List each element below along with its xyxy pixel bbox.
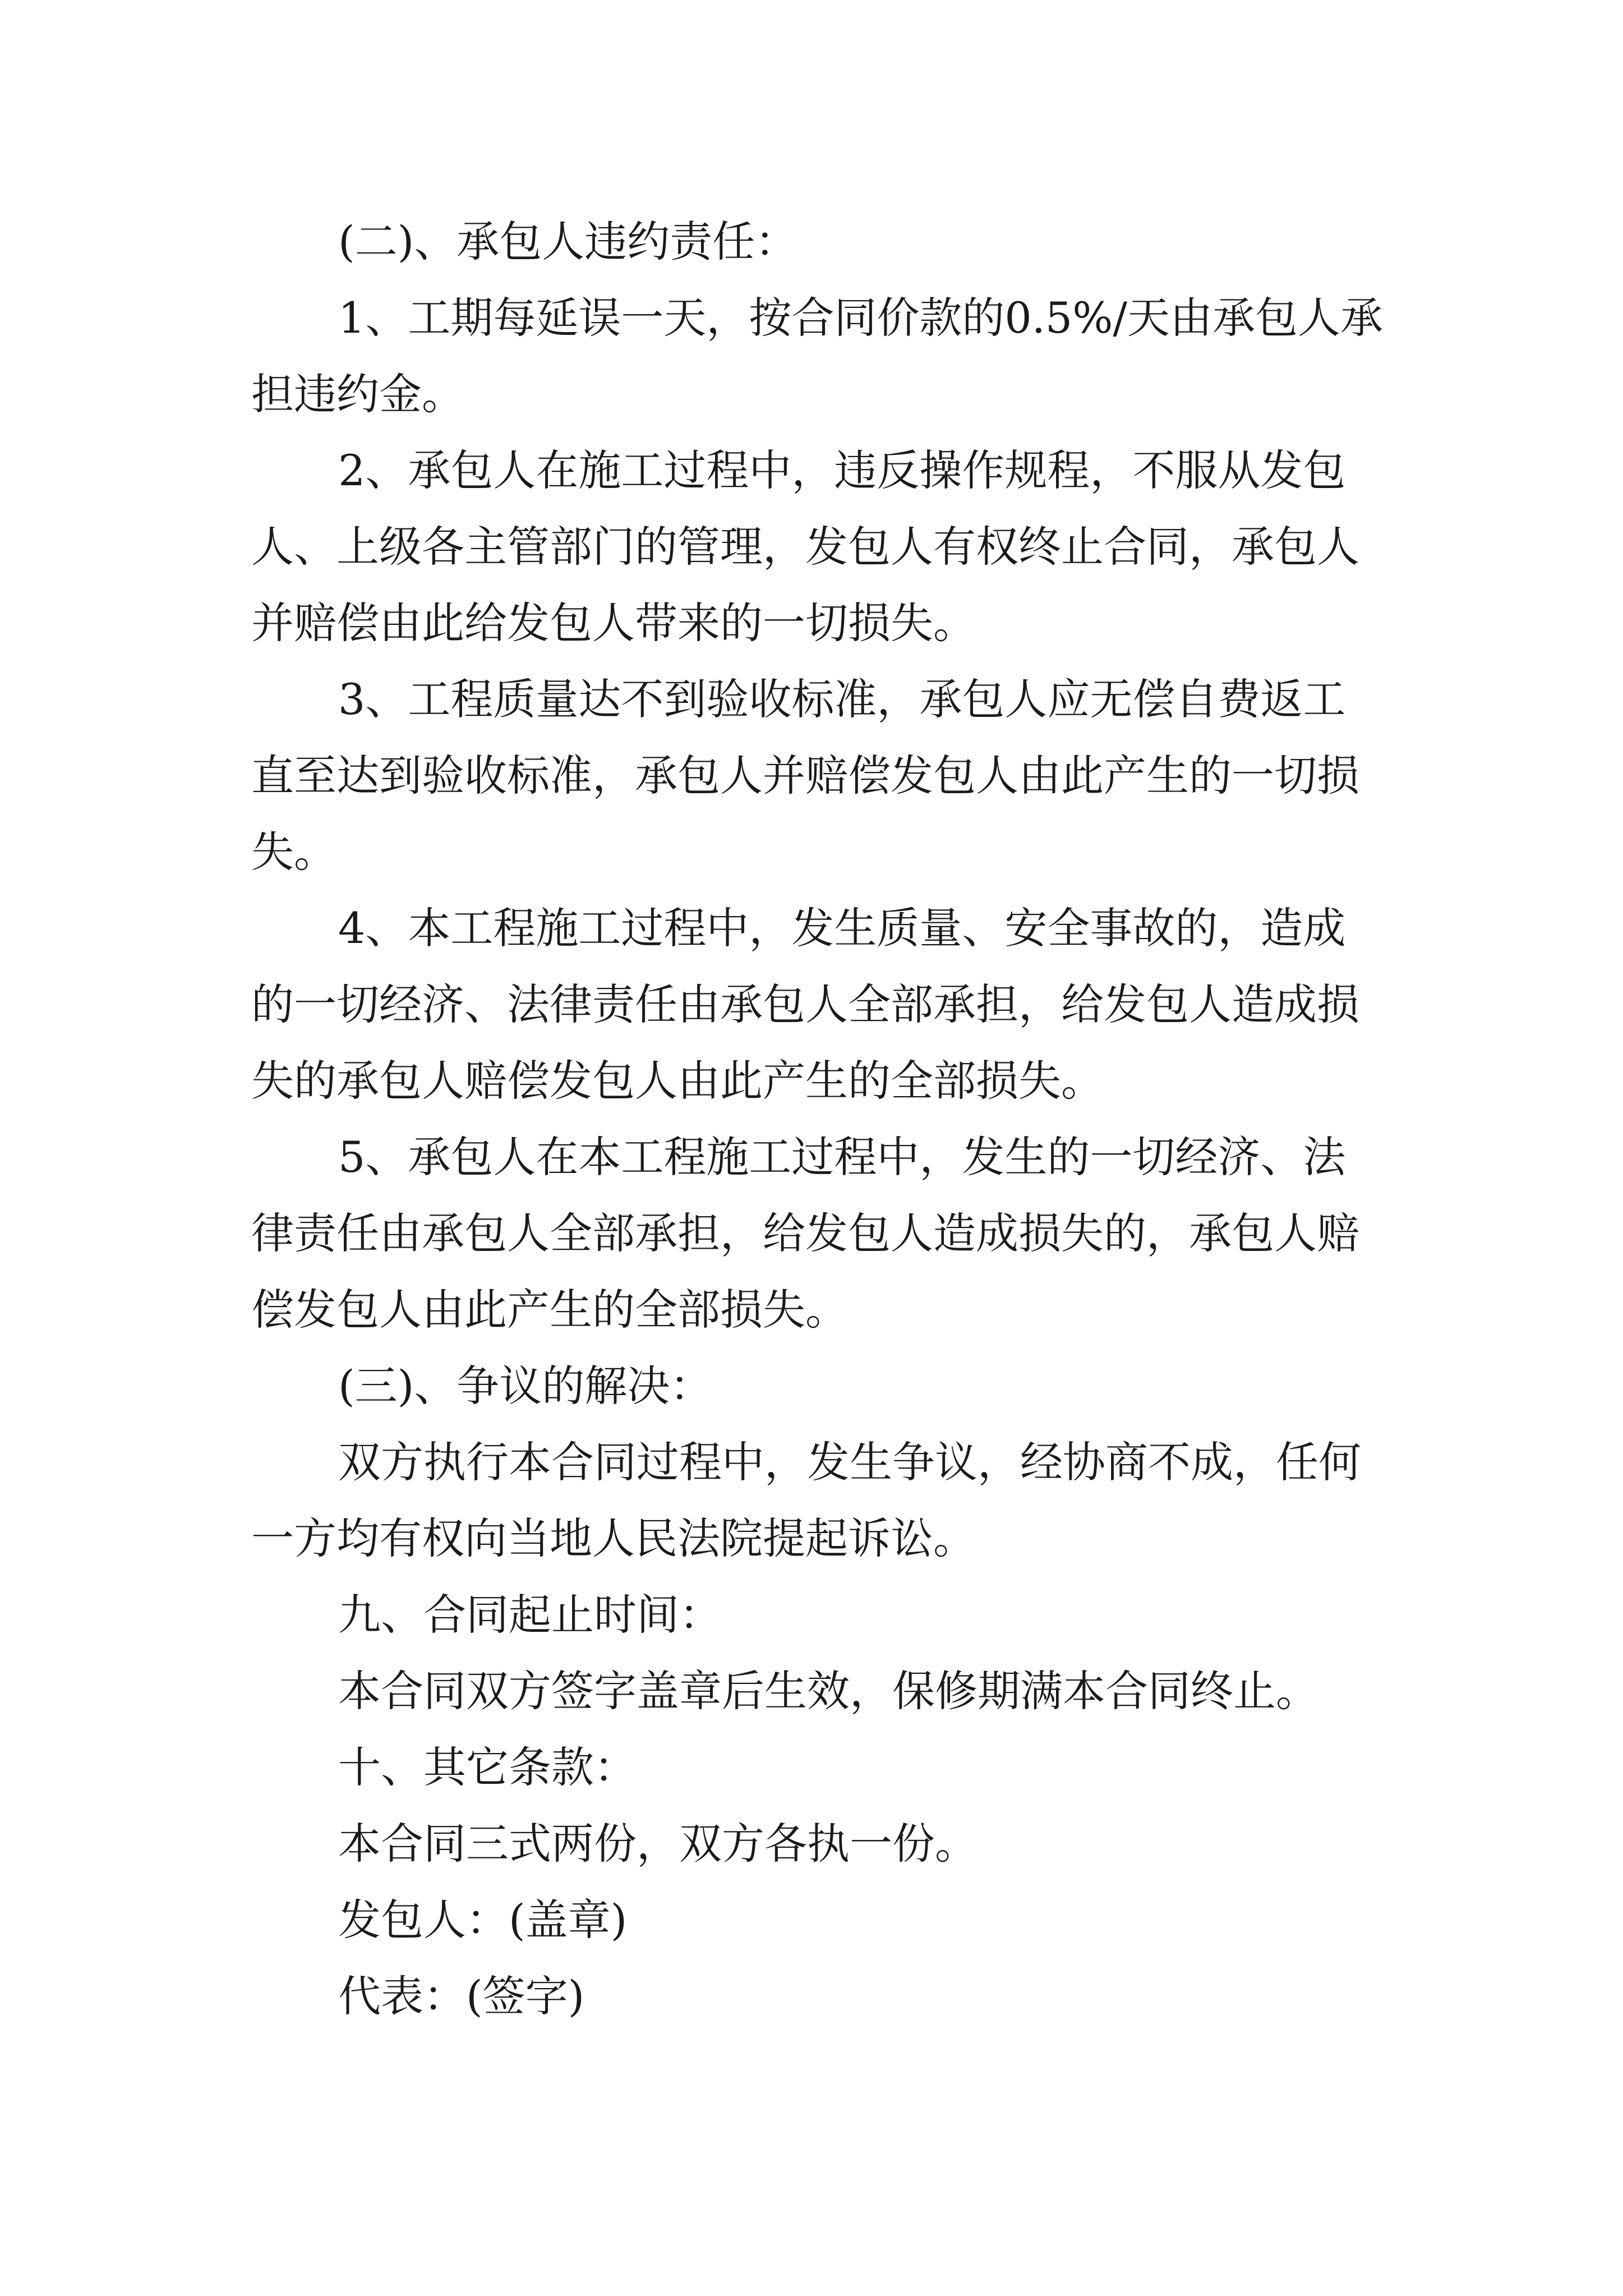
clause-1-line-1: 1、工期每延误一天，按合同价款的0.5%/天由承包人承 <box>338 293 1384 343</box>
clause-2-line-2: 人、上级各主管部门的管理，发包人有权终止合同，承包人 <box>251 522 1359 572</box>
section-heading-breach-liability: (二)、承包人违约责任： <box>338 217 798 266</box>
clause-3-line-1: 3、工程质量达不到验收标准，承包人应无偿自费返工 <box>338 674 1346 724</box>
disputes-text-line-2: 一方均有权向当地人民法院提起诉讼。 <box>251 1513 976 1563</box>
clause-2-line-1: 2、承包人在施工过程中，违反操作规程，不服从发包 <box>338 445 1346 495</box>
section-heading-term: 九、合同起止时间： <box>338 1590 722 1640</box>
employer-seal-line: 发包人：(盖章) <box>338 1895 628 1945</box>
clause-1-line-2: 担违约金。 <box>251 369 464 419</box>
clause-5-line-1: 5、承包人在本工程施工过程中，发生的一切经济、法 <box>338 1132 1346 1182</box>
clause-5-line-2: 律责任由承包人全部承担，给发包人造成损失的，承包人赔 <box>251 1208 1359 1258</box>
clause-5-line-3: 偿发包人由此产生的全部损失。 <box>251 1285 848 1335</box>
clause-2-line-3: 并赔偿由此给发包人带来的一切损失。 <box>251 598 976 648</box>
clause-4-line-1: 4、本工程施工过程中，发生质量、安全事故的，造成 <box>338 903 1346 953</box>
section-heading-disputes: (三)、争议的解决： <box>338 1361 713 1411</box>
section-heading-other-terms: 十、其它条款： <box>338 1742 637 1792</box>
disputes-text-line-1: 双方执行本合同过程中，发生争议，经协商不成，任何 <box>338 1437 1361 1487</box>
clause-3-line-2: 直至达到验收标准，承包人并赔偿发包人由此产生的一切损 <box>251 751 1359 800</box>
clause-3-line-3: 失。 <box>251 827 336 877</box>
other-terms-text: 本合同三式两份，双方各执一份。 <box>338 1819 978 1869</box>
term-text: 本合同双方签字盖章后生效，保修期满本合同终止。 <box>338 1666 1318 1716</box>
representative-signature-line: 代表：(签字) <box>338 1971 585 2021</box>
clause-4-line-2: 的一切经济、法律责任由承包人全部承担，给发包人造成损 <box>251 979 1359 1029</box>
clause-4-line-3: 失的承包人赔偿发包人由此产生的全部损失。 <box>251 1056 1104 1106</box>
